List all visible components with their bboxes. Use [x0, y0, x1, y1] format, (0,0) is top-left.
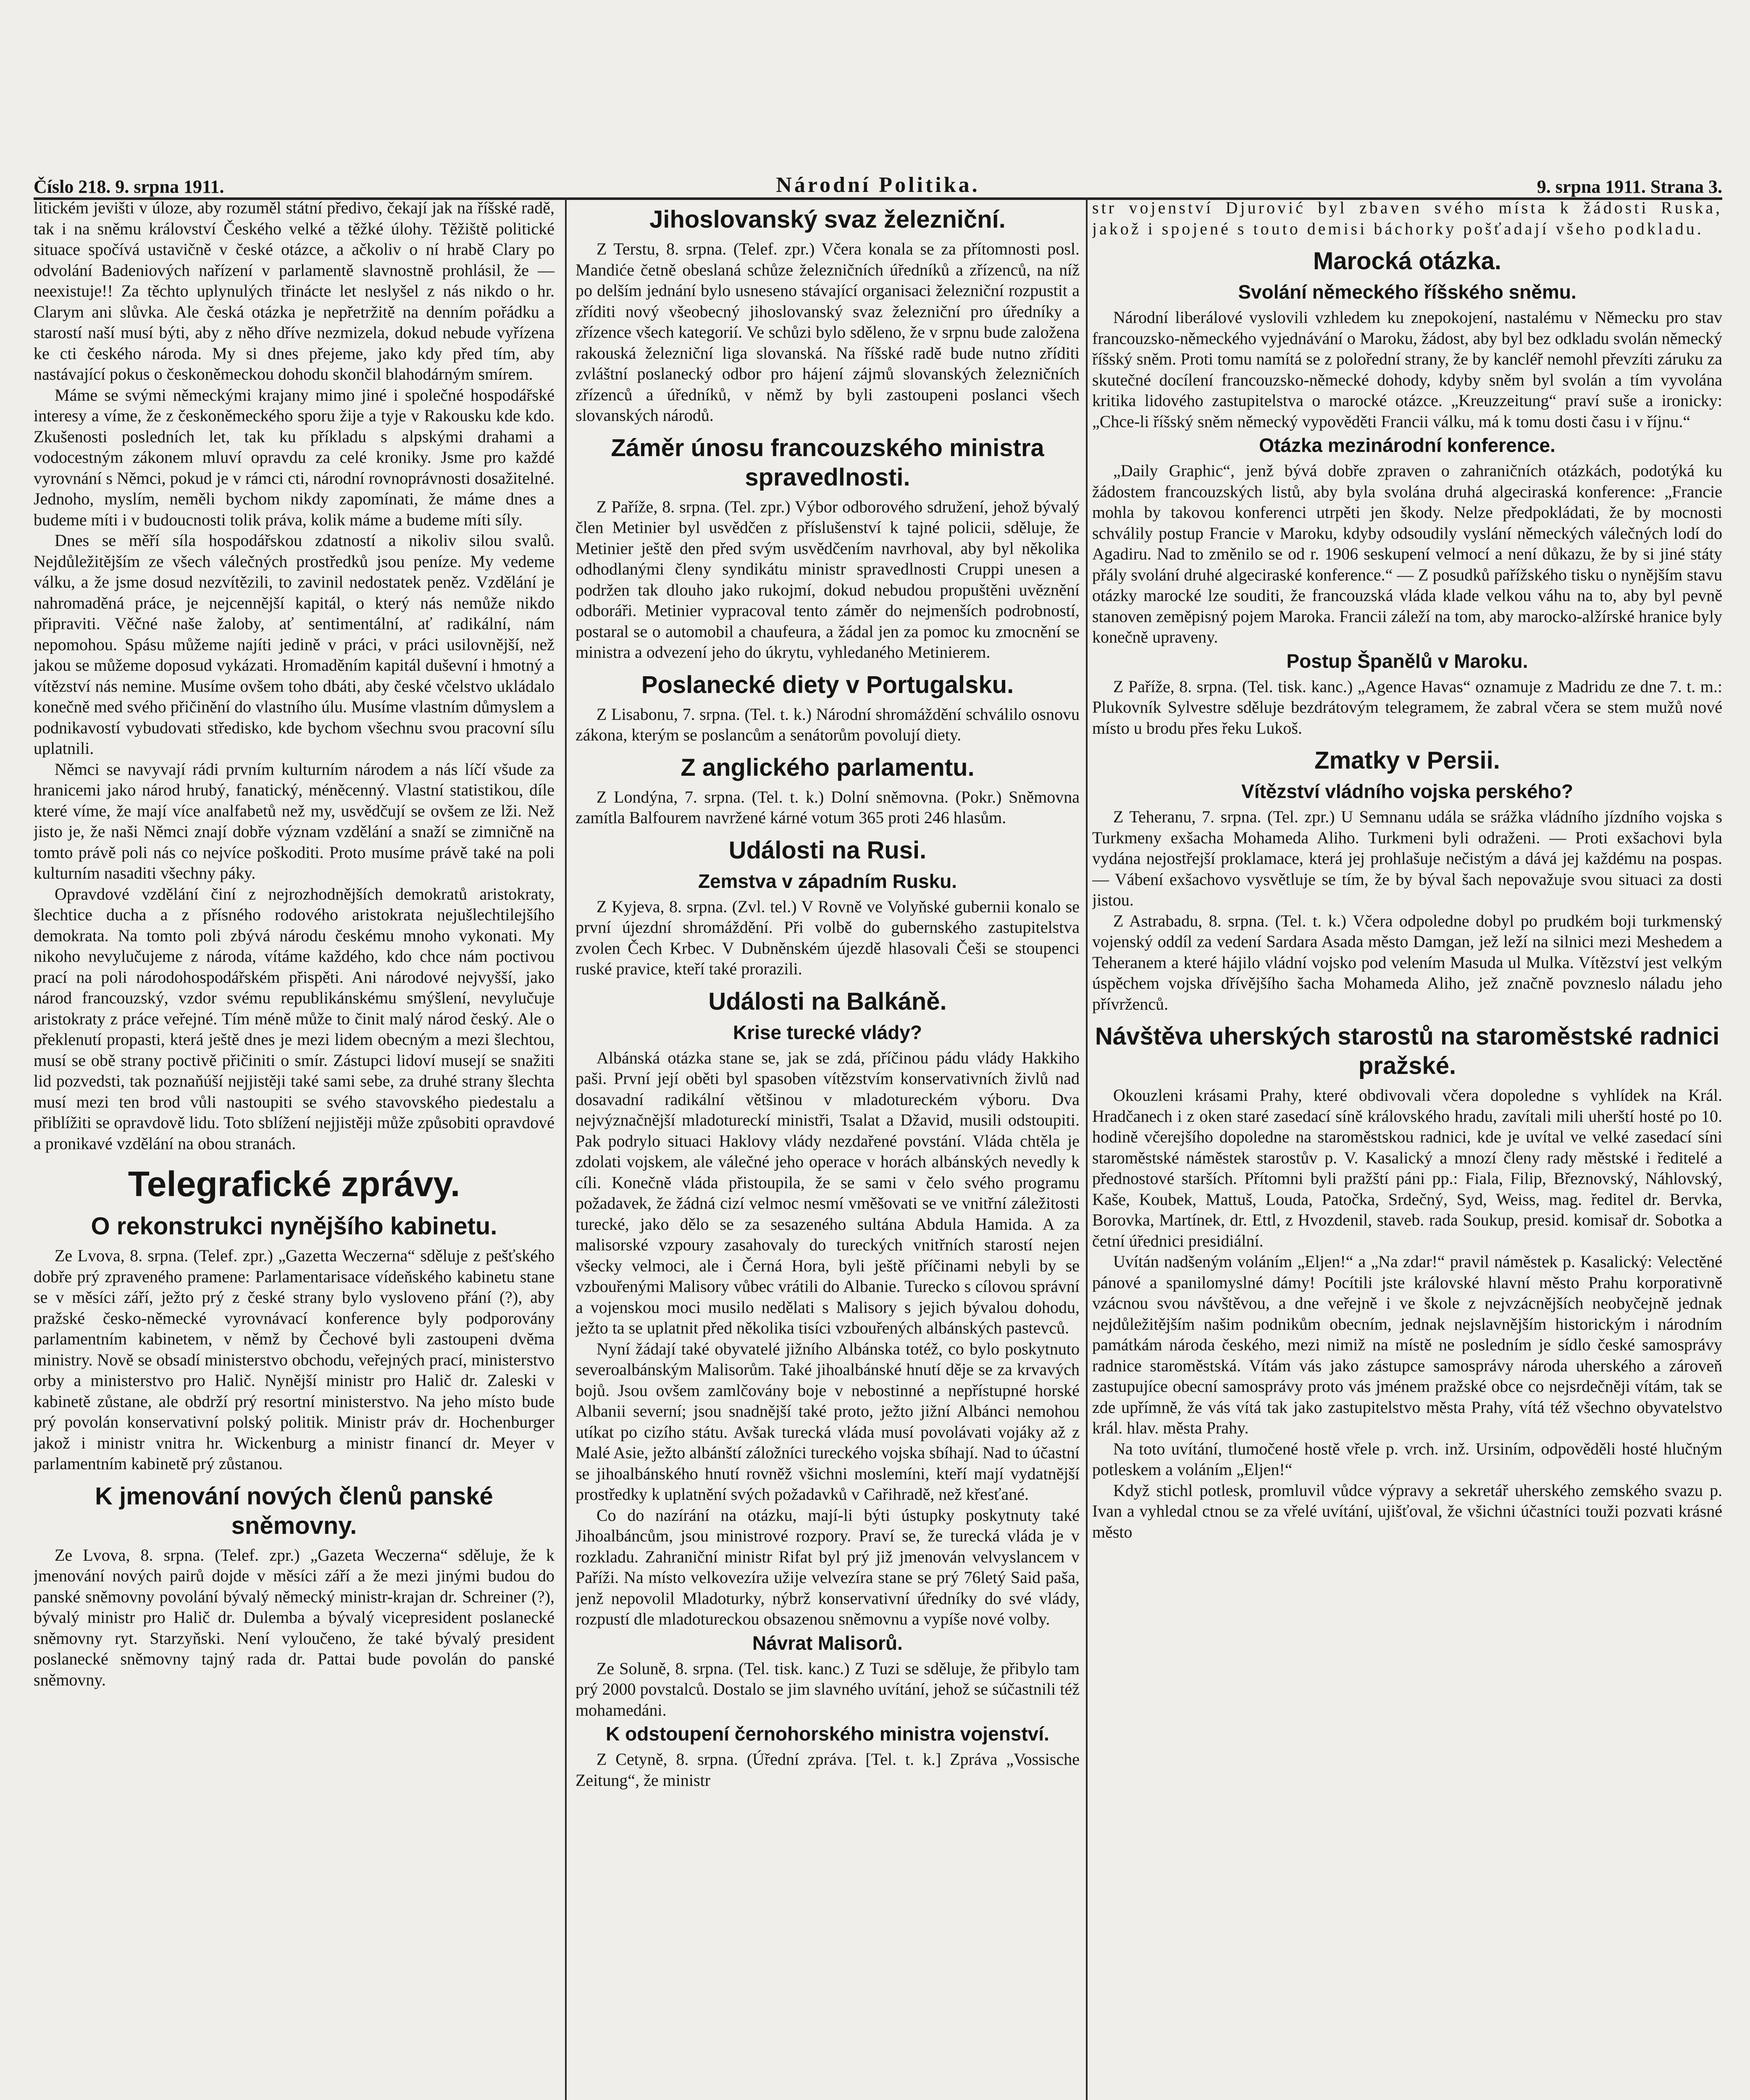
article-paragraph: Na toto uvítání, tlumočené hostě vřele p. vrch. inž. Ursiním, odpověděli hosté hlučným potleskem a voláním „Eljen!“	[1092, 1439, 1722, 1479]
masthead-title: Národní Politika.	[776, 173, 980, 197]
article-heading: Jihoslovanský svaz železniční.	[649, 206, 1006, 233]
article-subheading: Svolání německého říšského sněmu.	[1238, 281, 1577, 303]
article-paragraph: Dnes se měří síla hospodářskou zdatností a nikoliv silou svalů. Nejdůležitějším ze všech válečných prostředků jsou peníze. My vedeme válku, a že jsme dosud nezvítězili, to zavinil nedostatek peněz. Vzdělání je nahromaděná práce, je nejcennější kapitál, o který nás nemůže nikdo připraviti. Věčné naše žaloby, ať sentimentální, ať radikální, nám nepomohou. Spásu můžeme najíti jedině v práci, v práci usilovnější, než jakou se můžeme doposud vykázati. Hromaděním kapitál duševní i hmotný a vítězství nás nemine. Musíme ovšem toho dbáti, aby české včelstvo ukládalo konečně med svého přičinění do vlastního úlu. Musíme vlastním důmyslem a podnikavostí vybudovati středisko, kde bychom všechnu svou pracovní sílu uplatnili.	[34, 531, 554, 758]
article-subheading: Vítězství vládního vojska perského?	[1241, 780, 1573, 802]
article-paragraph: Co do nazírání na otázku, mají-li býti ústupky poskytnuty také Jihoalbáncům, jsou ministrové rozpory. Praví se, že turecká vláda je v rozkladu. Zahraniční ministr Rifat byl prý již jmenován velvyslancem v Paříži. Na místo velkovezíra užije velvezíra stane se prý 76letý Said paša, jenž nepovolil Mladoturky, nýbrž konservativní úředníky do své vlády, rozpustí dle mladotureckou obsazenou sněmovnu a vypíše nové volby.	[575, 1505, 1080, 1628]
article-subheading: Otázka mezinárodní konference.	[1259, 434, 1556, 456]
article-paragraph: Němci se navyvají rádi prvním kulturním národem a nás líčí všude za hranicemi jako národ hrubý, fanatický, méněcenný. Vlastní statistikou, díle které víme, že mají více analfabetů než my, usvědčují se ovšem ze lži. Než jisto je, že naši Němci znají dobře význam vzdělání a snaží se zimničně na tomto právě poli nás co nejvíce poškoditi. Proto musíme právě také na poli kulturním nasaditi všechny páky.	[34, 759, 554, 882]
article-paragraph: Když stichl potlesk, promluvil vůdce výpravy a sekretář uherského zemského svazu p. Ivan a vyhledal ctnou se za vřelé uvítání, ujišťoval, že všichni účastníci touži pozvati krásné město	[1092, 1480, 1722, 1541]
article-heading: Z anglického parlamentu.	[681, 753, 975, 781]
article-paragraph: Z Kyjeva, 8. srpna. (Zvl. tel.) V Rovně ve Volyňské gubernii konalo se první újezdní shromáždění. Při volbě do gubernského zastupitelstva zvolen Čech Krbec. V Dubněnském újezdě hlasovali Češi se stoupenci ruské pravice, kteří také prorazili.	[575, 897, 1080, 978]
article-subheading: Zemstva v západním Rusku.	[698, 870, 957, 892]
article-paragraph: „Daily Graphic“, jenž bývá dobře zpraven o zahraničních otázkách, podotýká ku žádostem francouzských listů, aby byla svolána druhá algeciraská konference: „Francie mohla by takovou konferenci utrpěti jen škody. Nelze předpokládati, že by mocnosti schválily postup Francie v Maroku, kdyby odsoudily vyslání německých válečných lodí do Agadiru. Nad to změnilo se od r. 1906 seskupení velmocí a není důkazu, že by si jiné státy přály svolání druhé algeciraské konference.“ — Z posudků pařížského tisku o nynějším stavu otázky marocké lze souditi, že francouzská vláda klade velkou váhu na to, aby byl pevně stanoven zeměpisný pojem Maroka. Francii záleží na tom, aby marocko-alžírské hranice byly konečně upraveny.	[1092, 461, 1722, 646]
page-header	[34, 160, 1722, 200]
article-paragraph: Z Cetyně, 8. srpna. (Úřední zpráva. [Tel. t. k.] Zpráva „Vossische Zeitung“, že ministr	[575, 1750, 1080, 1790]
article-paragraph: Z Astrabadu, 8. srpna. (Tel. t. k.) Včera odpoledne dobyl po prudkém boji turkmenský vojenský oddíl za vedení Sardara Asada město Damgan, jež leží na silnici mezi Meshedem a Teheranem a které hájilo vládní vojsko pod velením Masuda ul Mulka. Vítězství jest velkým úspěchem vojska dřívějšího šacha Mohameda Aliho, jež značně povzneslo náladu jeho přívrženců.	[1092, 911, 1722, 1013]
column-divider	[565, 197, 567, 2100]
article-paragraph: Okouzleni krásami Prahy, které obdivovali včera dopoledne s vyhlídek na Král. Hradčanech i z oken staré zasedací síně královského hradu, zavítali mili uherští hosté po 10. hodině včerejšího dopoledne na staroměstskou radnici, kde je uvítal ve velké zasedací síni staroměstské náměstek starostův p. V. Kasalický a mnozí členy rady městské i ředitelé a přednostové starších. Přítomni byli pražští páni pp.: Fiala, Filip, Březnovský, Náhlovský, Kaše, Koubek, Mattuš, Louda, Patočka, Srdečný, Syd, Weiss, mag. ředitel dr. Bervka, Borovka, Martínek, dr. Ettl, z Hvozdenil, staveb. rada Soukup, presid. komisař dr. Sobotka a četní úřednici presidiální.	[1092, 1086, 1722, 1250]
article-heading: Zmatky v Persii.	[1314, 747, 1500, 774]
column-divider	[1086, 197, 1088, 2100]
article-paragraph: Ze Lvova, 8. srpna. (Telef. zpr.) „Gazetta Weczerna“ sděluje z pešťského dobře prý zpraveného pramene: Parlamentarisace vídeňského kabinetu stane se v měsíci září, ježto prý z české strany bylo vysloveno přání (?), aby pražské česko-německé vyrovnávací konference byly podporovány parlamentním kabinetem, v němž by Čechové byli zastoupeni dvěma ministry. Nově se obsadí ministerstvo obchodu, veřejných prací, ministerstvo orby a ministerstvo pro Halič. Nynější ministr pro Halič dr. Zaleski v kabinetě zůstane, ale obdrží prý resortní ministerstvo. Na jeho místo bude prý povolán konservativní polský politik. Ministr práv dr. Hochenburger jakož i ministr vnitra hr. Wickenburg a ministr financí dr. Meyer v parlamentním kabinetě prý zůstanou.	[34, 1246, 554, 1473]
article-subheading: Návrat Malisorů.	[752, 1632, 903, 1654]
article-paragraph: Národní liberálové vyslovili vzhledem ku znepokojení, nastalému v Německu pro stav francouzsko-německého vyjednávání o Maroku, žádost, aby byl bez odkladu svolán německý říšský sněm. Proti tomu namítá se z polořední strany, že by kancléř nemohl převzíti záruku za skutečné docílení francouzsko-německé dohody, kdyby sněm byl svolán a tím vyvolána kritika lidového zastupitelstva o marocké otázce. „Kreuzzeitung“ praví suše a ironicky: „Chce-li říšský sněm německý vypověděti Francii válku, má k tomu dosti času i v říjnu.“	[1092, 308, 1722, 431]
article-paragraph: str vojenství Djurović byl zbaven svého místa k žádosti Ruska, jakož i spojené s touto demisi báchorky pošťadají všeho podkladu.	[1092, 198, 1722, 238]
article-heading: Návštěva uherských starostů na staroměstské radnici pražské.	[1095, 1023, 1720, 1079]
article-paragraph: Z Paříže, 8. srpna. (Tel. zpr.) Výbor odborového sdružení, jehož bývalý člen Metinier byl usvědčen z příslušenství k tajné policii, sděluje, že Metinier ještě den před svým usvědčením navrhoval, aby byl několika odhodlanými členy syndikátu ministr spravedlnosti Cruppi unesen a podržen tak dlouho jako rukojmí, dokud nebudou propuštěni uvěznění odboráři. Metinier vypracoval tento záměr do nejmenších podrobností, postaral se o automobil a chaufeura, a žádal jen za pomoc ku zmocnění se ministra a odvezení jeho do úkrytu, vyhledaného Metinierem.	[575, 497, 1080, 662]
column-3	[1092, 197, 1722, 2100]
article-paragraph: Uvítán nadšeným voláním „Eljen!“ a „Na zdar!“ pravil náměstek p. Kasalický: Velectěné pánové a spanilomyslné dámy! Pocítili jste královské hlavní město Prahu korporativně vzácnou svou návštěvou, a dne veřejně i ve škole z nejvzácnějších neobyčejně jednak nejdůležitějším našim podnikům obecním, jednak nejslavnějším historickým i národním památkám národa českého, mezi nimiž na místě ne posledním je sídlo české samosprávy radnice staroměstská. Vítám vás jako zástupce samosprávy národa uherského a zároveň zastupujíce obecní samosprávy proto vás jménem pražské obce co nejsrdečněji vítám, tak se zde upřímně, že vás vítá tak jako zastupitelstvo města Prahy, vítá též všechno obyvatelstvo král. hlav. města Prahy.	[1092, 1252, 1722, 1437]
article-subheading: Krise turecké vlády?	[733, 1021, 922, 1043]
article-heading: O rekonstrukci nynějšího kabinetu.	[91, 1213, 497, 1240]
article-paragraph: Z Terstu, 8. srpna. (Telef. zpr.) Včera konala se za přítomnosti posl. Mandiće četně obeslaná schůze železničních úředníků a zřízenců, na níž po delším jednání bylo usneseno stávající organisaci železniční rozpustit a zříditi nový všeobecný jihoslovanský svaz železniční pro úředníky a zřízence všech kategorií. Ve schůzi bylo sděleno, že v srpnu bude založena rakouská železniční liga slovanská. Na říšské radě bude nutno zříditi zvláštní poslanecký odbor pro hájení zájmů slovanských železničních zřízenců a úředníků, v němž by byli zastoupeni poslanci všech slovanských národů.	[575, 239, 1080, 425]
article-heading: Marocká otázka.	[1313, 247, 1502, 275]
article-paragraph: Ze Soluně, 8. srpna. (Tel. tisk. kanc.) Z Tuzi se sděluje, že přibylo tam prý 2000 povstalců. Dostalo se jim slavného uvítání, jehož se súčastnili též mohamedáni.	[575, 1659, 1080, 1719]
article-paragraph: Máme se svými německými krajany mimo jiné i společné hospodářské interesy a víme, že z českoněmeckého sporu žije a tyje v Rakousku kde kdo. Zkušenosti posledních let, tak ku příkladu s alpskými drahami a vodocestným zákonem mluví opravdu za celé kroniky. Jsme pro každé vyrovnání s Němci, pokud je v rámci cti, národní rovnoprávnosti dosažitelné. Jednoho, myslím, neměli bychom nikdy zapomínati, že máme dnes a budeme míti i v budoucnosti tolik práva, kolik máme a budeme míti síly.	[34, 385, 554, 529]
article-heading: Záměr únosu francouzského ministra spravedlnosti.	[611, 434, 1044, 491]
article-paragraph: Opravdové vzdělání činí z nejrozhodnějších demokratů aristokraty, šlechtice ducha a z přísného rodového aristokrata nejušlechtilejšího demokrata. Na tomto poli zbývá národu českému mnoho vykonati. My nikoho nevylučujeme z národa, vítáme každého, kdo chce nám poctivou prací na poli národohospodářském přispěti. Ani národové nejvyšší, jako národ francouzský, vzdor svému republikánskému smýšlení, nevylučuje aristokraty z práce veřejné. Tím méně může to činit malý národ český. Ale o překlenutí propasti, která ještě dnes je mezi lidem obecným a mezi šlechtou, musí se obě strany poctivě přičiniti o smír. Zástupci lidoví musejí se snažiti lid pozvedsti, tak poznaňúší nejjistěji také sami sebe, za druhé strany šlechta musí mezi ten brod vůli nastoupiti se svého stavovského piedestalu a přiblížiti se opravdově lidu. Toto sblížení nejjistěji může způsobiti opravdové a pronikavé vzdělání na obou stranách.	[34, 884, 554, 1153]
column-2	[575, 197, 1080, 2100]
article-paragraph: Z Paříže, 8. srpna. (Tel. tisk. kanc.) „Agence Havas“ oznamuje z Madridu ze dne 7. t. m.: Plukovník Sylvestre sděluje bezdrátovým telegramem, že zabral včera se stem mužů nové místo u brodu přes řeku Lukoš.	[1092, 677, 1722, 738]
article-subheading: K odstoupení černohorského ministra vojenství.	[606, 1723, 1049, 1745]
article-heading: Poslanecké diety v Portugalsku.	[641, 671, 1014, 698]
article-heading: K jmenování nových členů panské sněmovny.	[95, 1482, 493, 1539]
section-heading-telegraphic-news: Telegrafické zprávy.	[128, 1164, 460, 1204]
article-heading: Události na Balkáně.	[708, 987, 947, 1015]
page-date-number: 9. srpna 1911. Strana 3.	[1537, 176, 1722, 197]
article-paragraph: Z Lisabonu, 7. srpna. (Tel. t. k.) Národní shromáždění schválilo osnovu zákona, kterým se poslancům a senátorům povolují diety.	[575, 704, 1080, 744]
article-paragraph: litickém jevišti v úloze, aby rozuměl státní předivo, čekají jak na říšské radě, tak i na sněmu království Českého velké a těžké úlohy. Těžiště politické situace spočívá ustavičně v české otázce, a ačkoliv o ní hrabě Clary po odvolání Badeniových nařízení v parlamentě slavnostně prohlásil, že — neexistuje!! Za těchto uplynulých třinácte let neslyšel z nás nikdo o hr. Clarym ani slůvka. Ale česká otázka je nepřetržitě na denním pořádku a starostí naší musí býti, aby z něho dříve nezmizela, dokud nebude vyřízena ke cti českého národa. My si dnes přejeme, jako kdy před tím, aby nastávající pokus o českoněmeckou dohodu skončil blahodárným smírem.	[34, 198, 554, 383]
article-paragraph: Ze Lvova, 8. srpna. (Telef. zpr.) „Gazeta Weczerna“ sděluje, že k jmenování nových pairů dojde v měsíci září a že mezi jinými budou do panské sněmovny povolání bývalý německý ministr-krajan dr. Schreiner (?), bývalý ministr pro Halič dr. Dulemba a bývalý vicepresident poslanecké sněmovny ryt. Starzyňski. Není vyloučeno, že také bývalý president poslanecké sněmovny tajný rada dr. Pattai bude povolán do panské sněmovny.	[34, 1545, 554, 1689]
issue-number: Číslo 218. 9. srpna 1911.	[34, 176, 224, 197]
article-paragraph: Albánská otázka stane se, jak se zdá, příčinou pádu vlády Hakkiho paši. První její oběti byl spasoben vítězstvím konservativních živlů nad dosavadní radikální většinou v mladotureckém výboru. Dva nejvýznačnější mladotureckí ministři, Tsalat a Džavid, musili odstoupiti. Pak podrylo situaci Haklovy vlády nezdařené povstání. Vláda chtěla je zdolati vojskem, ale válečné jeho operace v horách albánských nevedly k cíli. Konečně vláda přistoupila, že se sami v čelo svého programu požadavek, že žádná cizí velmoc nesmí vměšovati se ve vnitřní záležitosti turecké, jako dělo se za sesazeného sultána Abdula Hamida. A za malisorské vzpoury zasahovaly do tureckých vnitřních starostí nejen všecky velmoci, ale i Černá Hora, byli ještě příčinami nebyli by se vzbouřenými Malisory vůbec vrátili do Albanie. Turecko s cílovou správní a vojenskou moci musilo nedělati s Malisory s jejich bývalou dohodu, ježto ta se uplatnit před několika tisíci vzbouřených albánských pastevců.	[575, 1048, 1080, 1337]
article-paragraph: Z Teheranu, 7. srpna. (Tel. zpr.) U Semnanu udála se srážka vládního jízdního vojska s Turkmeny exšacha Mohameda Aliho. Turkmeni byli odraženi. — Proti exšachovi byla vydána nejostřejší proklamace, která jej prohlašuje nečistým a dává jej každému na pospas. — Vábení exšachovo vysvětluje se tím, že by býval šach nepovažuje svou situaci za dosti jistou.	[1092, 807, 1722, 909]
article-paragraph: Z Londýna, 7. srpna. (Tel. t. k.) Dolní sněmovna. (Pokr.) Sněmovna zamítla Balfourem navržené kárné votum 365 proti 246 hlasům.	[575, 787, 1080, 827]
column-1	[34, 197, 554, 2100]
article-heading: Události na Rusi.	[728, 836, 927, 864]
article-subheading: Postup Španělů v Maroku.	[1286, 650, 1528, 672]
article-paragraph: Nyní žádají také obyvatelé jižního Albánska totéž, co bylo poskytnuto severoalbánským Malisorům. Také jihoalbánské hnutí děje se za krvavých bojů. Jsou ovšem zamlčovány boje v nebostinné a nepřístupné horské Albanii severní; jsou snadnější také proto, ježto jižní Albánci nemohou utíkat po cizího státu. Avšak turecká vláda musí povolávati vojáky až z Malé Asie, ježto albánští záložníci tureckého vojska sbíhají. Nad to účastní se jihoalbánského hnutí rovněž všichni moslemíni, kteří mají vydatnější prostředky k uplatnění svých požadavků v Cařihradě, než křesťané.	[575, 1339, 1080, 1504]
